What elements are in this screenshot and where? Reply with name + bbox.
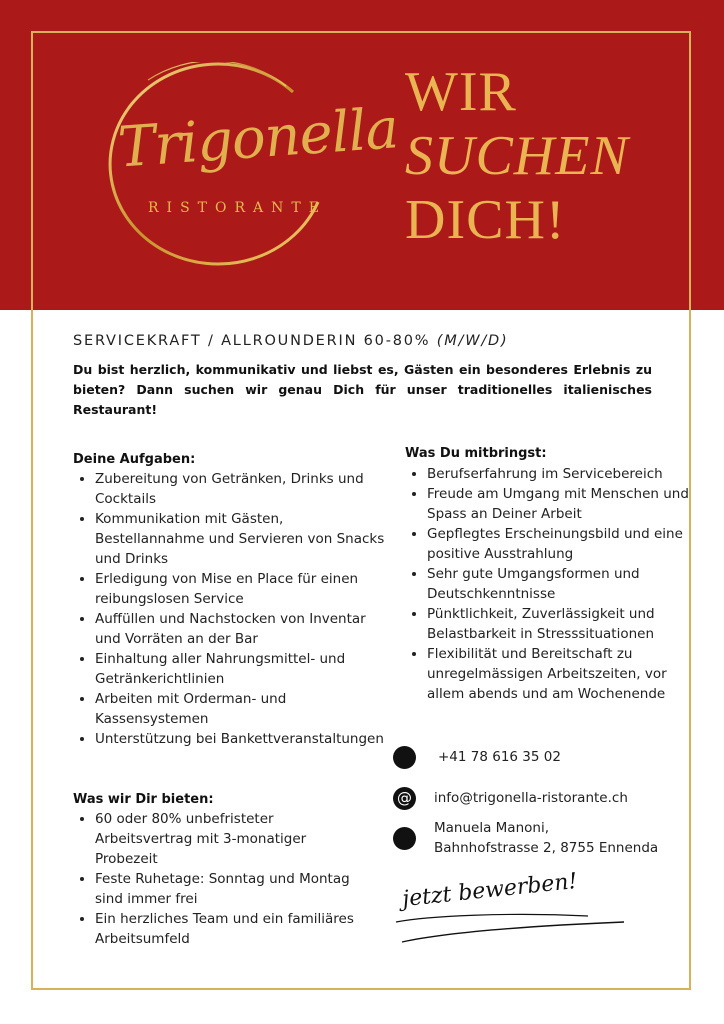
list-item: • Berufserfahrung im Servicebereich [427, 464, 707, 484]
tasks-list [73, 469, 395, 749]
list-item: • Auffüllen und Nachstocken von Inventar und Vorräten an der Bar [95, 609, 395, 649]
email-icon: @ [393, 787, 416, 810]
apply-now-signature: jetzt bewerben! [401, 868, 579, 913]
offer-heading: Was wir Dir bieten: [73, 792, 214, 807]
contact-phone [393, 746, 561, 769]
list-item: • Pünktlichkeit, Zuverlässigkeit und Belastbarkeit in Stresssituationen [427, 604, 707, 644]
location-icon [393, 827, 416, 850]
phone-icon [393, 746, 416, 769]
logo-wordmark: Trigonella [116, 96, 400, 181]
list-item: • Ein herzliches Team und ein familiäres Arbeitsumfeld [95, 909, 355, 949]
contact-name: Manuela Manoni, [434, 820, 549, 836]
list-item: • Kommunikation mit Gästen, Bestellannahme und Servieren von Snacks und Drinks [95, 509, 395, 569]
list-item: • Zubereitung von Getränken, Drinks und Cocktails [95, 469, 395, 509]
list-item: • Freude am Umgang mit Menschen und Spass an Deiner Arbeit [427, 484, 707, 524]
requirements-list [405, 464, 707, 704]
headline [405, 60, 629, 252]
offer-list [73, 809, 355, 949]
intro-text: Du bist herzlich, kommunikativ und liebst es, Gästen ein besonderes Erlebnis zu bieten? Dann suchen wir genau Dich für unser traditionelles italienisches Restaurant! [73, 362, 652, 417]
list-item: • Flexibilität und Bereitschaft zu unregelmässigen Arbeitszeiten, vor allem abends und am Wochenende [427, 644, 707, 704]
requirements-heading: Was Du mitbringst: [405, 446, 547, 461]
list-item: • Erledigung von Mise en Place für einen reibungslosen Service [95, 569, 395, 609]
headline-line-3: DICH! [405, 189, 566, 251]
list-item: • Feste Ruhetage: Sonntag und Montag sind immer frei [95, 869, 355, 909]
headline-line-2: SUCHEN [405, 125, 629, 187]
phone-number[interactable]: +41 78 616 35 02 [438, 749, 561, 765]
tasks-heading: Deine Aufgaben: [73, 452, 196, 467]
list-item: • Einhaltung aller Nahrungsmittel- und Getränkerichtlinien [95, 649, 395, 689]
email-address[interactable]: info@trigonella-ristorante.ch [434, 790, 628, 806]
contact-email [393, 787, 628, 810]
headline-line-1: WIR [405, 61, 517, 123]
list-item: • Unterstützung bei Bankettveranstaltungen [95, 729, 395, 749]
list-item: • 60 oder 80% unbefristeter Arbeitsvertrag mit 3-monatiger Probezeit [95, 809, 355, 869]
job-title [73, 333, 508, 349]
list-item: • Gepflegtes Erscheinungsbild und eine positive Ausstrahlung [427, 524, 707, 564]
gender-note: (M/W/D) [436, 333, 509, 349]
logo-subtitle: RISTORANTE [148, 200, 327, 216]
list-item: • Sehr gute Umgangsformen und Deutschkenntnisse [427, 564, 707, 604]
contact-address [393, 818, 658, 858]
address-block [434, 818, 658, 858]
list-item: • Arbeiten mit Orderman- und Kassensystemen [95, 689, 395, 729]
job-title-text: SERVICEKRAFT / ALLROUNDERIN 60-80% [73, 333, 431, 349]
contact-street: Bahnhofstrasse 2, 8755 Ennenda [434, 840, 659, 856]
